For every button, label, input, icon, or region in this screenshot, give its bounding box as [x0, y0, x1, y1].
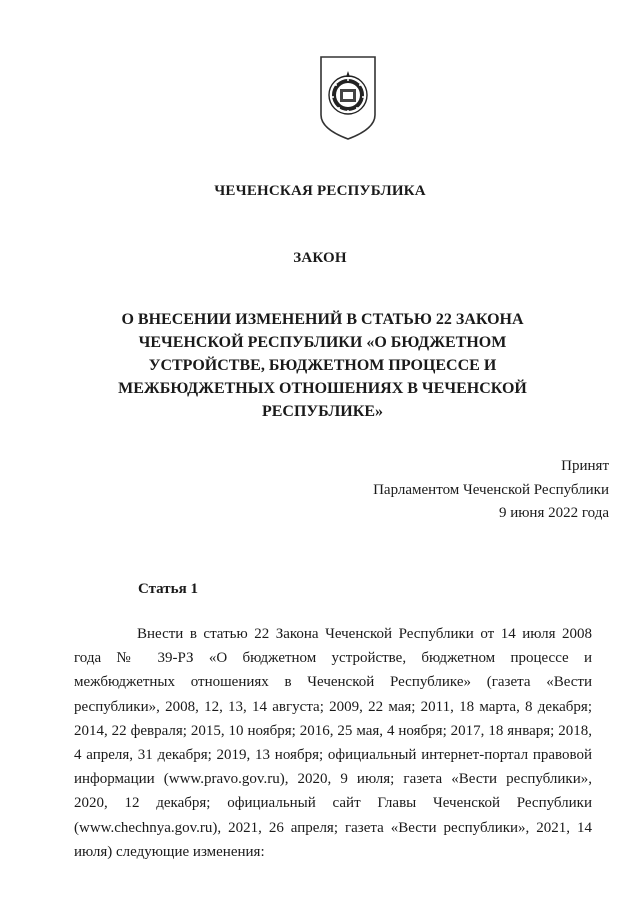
- law-subject-title: О ВНЕСЕНИИ ИЗМЕНЕНИЙ В СТАТЬЮ 22 ЗАКОНА ЧЕЧЕНСКОЙ РЕСПУБЛИКИ «О БЮДЖЕТНОМ УСТРОЙСТВЕ, БЮДЖЕТНОМ ПРОЦЕССЕ И МЕЖБЮДЖЕТНЫХ ОТНОШЕНИЯХ В ЧЕЧЕНСКОЙ РЕСПУБЛИКЕ»: [118, 311, 527, 420]
- adopting-body: Парламентом Чеченской Республики: [373, 481, 609, 498]
- adoption-date: 9 июня 2022 года: [498, 505, 609, 521]
- adoption-status: Принят: [561, 458, 609, 474]
- adoption-block: [373, 455, 609, 526]
- coat-of-arms-icon: [319, 55, 377, 141]
- article-title: Статья 1: [138, 581, 198, 597]
- law-label: ЗАКОН: [293, 250, 347, 266]
- republic-title: ЧЕЧЕНСКАЯ РЕСПУБЛИКА: [214, 183, 426, 199]
- article-body: Внести в статью 22 Закона Чеченской Республики от 14 июля 2008 года № 39-РЗ «О бюджетном устройстве, бюджетном процессе и межбюджетных отношениях в Чеченской Республике» (газета «Вести республики», 2008, 12, 13, 14 августа; 2009, 22 мая; 2011, 18 марта, 8 декабря; 2014, 22 февраля; 2015, 10 ноября; 2016, 25 мая, 4 ноября; 2017, 18 января; 2018, 4 апреля, 31 декабря; 2019, 13 ноября; официальный интернет-портал правовой информации (www.pravo.gov.ru), 2020, 9 июля; газета «Вести республики», 2020, 12 декабря; официальный сайт Главы Чеченской Республики (www.chechnya.gov.ru), 2021, 26 апреля; газета «Вести республики», 2021, 14 июля) следующие изменения:: [74, 626, 592, 860]
